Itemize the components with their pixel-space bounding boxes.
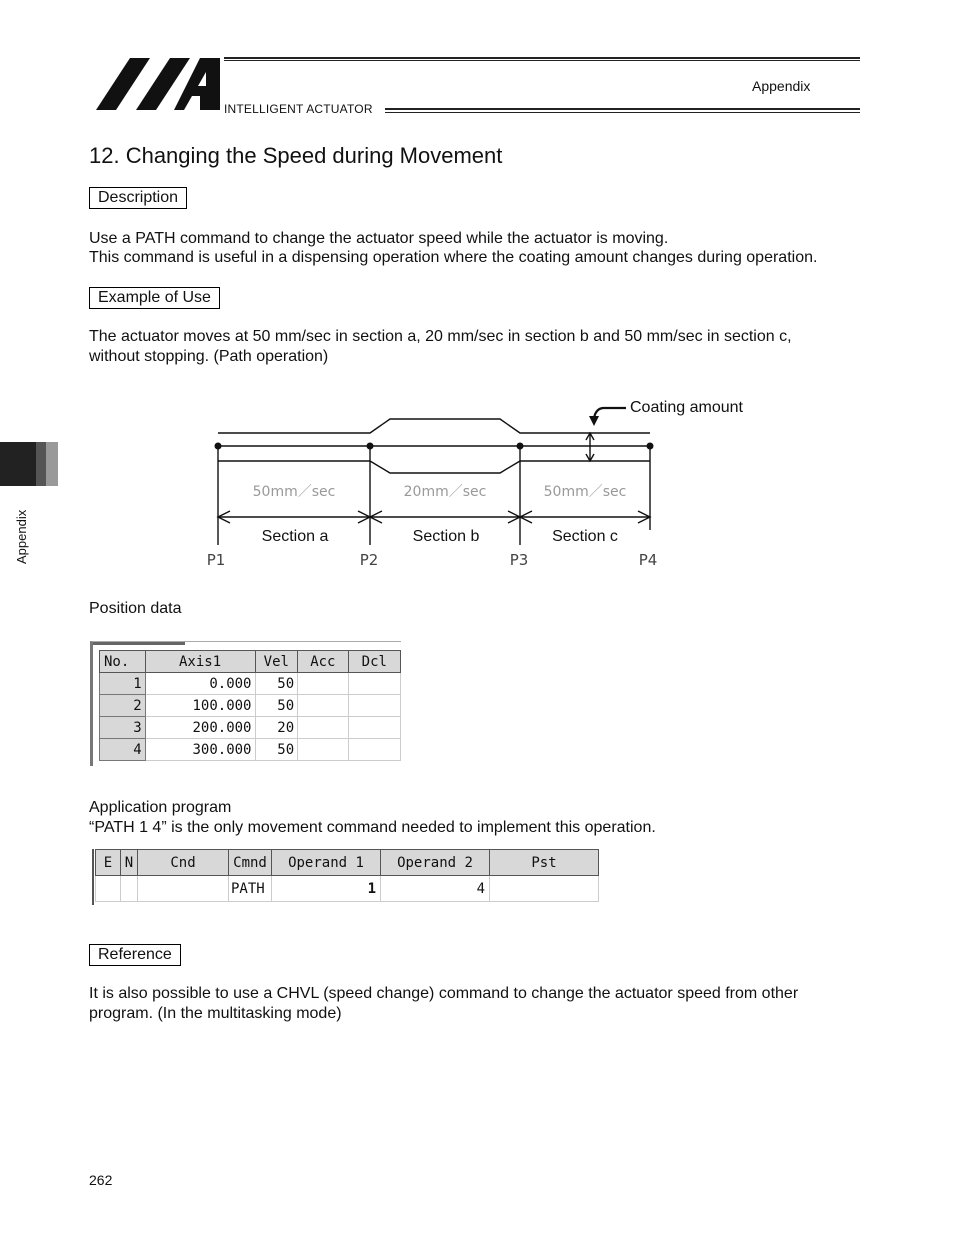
side-tab-label: Appendix — [14, 509, 29, 564]
speed-label-c: 50mm／sec — [543, 484, 627, 500]
header-section-label: Appendix — [752, 78, 811, 94]
col-header-n: N — [121, 850, 138, 876]
table-row[interactable]: PATH 1 4 — [96, 876, 599, 902]
ia-logo — [96, 58, 220, 110]
col-header-axis1: Axis1 — [145, 651, 255, 673]
reference-line-1: It is also possible to use a CHVL (speed change) command to change the actuator speed from other — [89, 985, 799, 1002]
program-grid — [92, 849, 606, 905]
section-label-b: Section b — [412, 528, 480, 545]
description-label: Description — [89, 187, 187, 209]
col-header-operand2: Operand 2 — [381, 850, 490, 876]
example-line-1: The actuator moves at 50 mm/sec in section a, 20 mm/sec in section b and 50 mm/sec in section c, — [89, 328, 792, 345]
position-data-table — [99, 650, 401, 761]
table-row[interactable]: 3 200.000 20 — [100, 717, 401, 739]
coating-amount-label: Coating amount — [630, 399, 743, 416]
table-row[interactable]: 1 0.000 50 — [100, 673, 401, 695]
speed-label-b: 20mm／sec — [403, 484, 487, 500]
description-line-2: This command is useful in a dispensing operation where the coating amount changes during operation. — [89, 249, 818, 266]
col-header-e: E — [96, 850, 121, 876]
description-line-1: Use a PATH command to change the actuator speed while the actuator is moving. — [89, 230, 669, 247]
program-caption: Application program — [89, 799, 232, 816]
point-p3-marker — [517, 443, 524, 450]
side-tab-marker — [0, 442, 58, 486]
example-line-2: without stopping. (Path operation) — [89, 348, 329, 365]
point-p1-marker — [215, 443, 222, 450]
col-header-vel: Vel — [255, 651, 298, 673]
col-header-no: No. — [100, 651, 146, 673]
col-header-pst: Pst — [490, 850, 599, 876]
program-note: “PATH 1 4” is the only movement command needed to implement this operation. — [89, 819, 656, 836]
position-data-grid — [90, 641, 401, 766]
reference-label: Reference — [89, 944, 181, 966]
example-label: Example of Use — [89, 287, 220, 309]
point-label-p1: P1 — [206, 551, 226, 569]
coating-upper-edge — [218, 419, 650, 433]
point-p4-marker — [647, 443, 654, 450]
speed-label-a: 50mm／sec — [252, 484, 336, 500]
page-number: 262 — [89, 1172, 113, 1188]
section-label-c: Section c — [552, 528, 618, 545]
page-title: 12. Changing the Speed during Movement — [89, 143, 503, 168]
col-header-cnd: Cnd — [138, 850, 229, 876]
path-diagram — [190, 390, 770, 580]
coating-lower-edge — [218, 461, 650, 473]
table-row[interactable]: 2 100.000 50 — [100, 695, 401, 717]
point-label-p4: P4 — [638, 551, 658, 569]
col-header-acc: Acc — [298, 651, 348, 673]
position-data-caption: Position data — [89, 600, 182, 617]
header-rule-top — [224, 57, 860, 61]
program-table — [95, 849, 599, 902]
section-label-a: Section a — [261, 528, 329, 545]
col-header-operand1: Operand 1 — [272, 850, 381, 876]
point-p2-marker — [367, 443, 374, 450]
col-header-dcl: Dcl — [348, 651, 400, 673]
brand-name: INTELLIGENT ACTUATOR — [224, 102, 373, 116]
header-rule-bottom — [385, 108, 860, 113]
point-label-p2: P2 — [359, 551, 379, 569]
point-label-p3: P3 — [509, 551, 529, 569]
col-header-cmnd: Cmnd — [229, 850, 272, 876]
table-row[interactable]: 4 300.000 50 — [100, 739, 401, 761]
reference-line-2: program. (In the multitasking mode) — [89, 1005, 342, 1022]
